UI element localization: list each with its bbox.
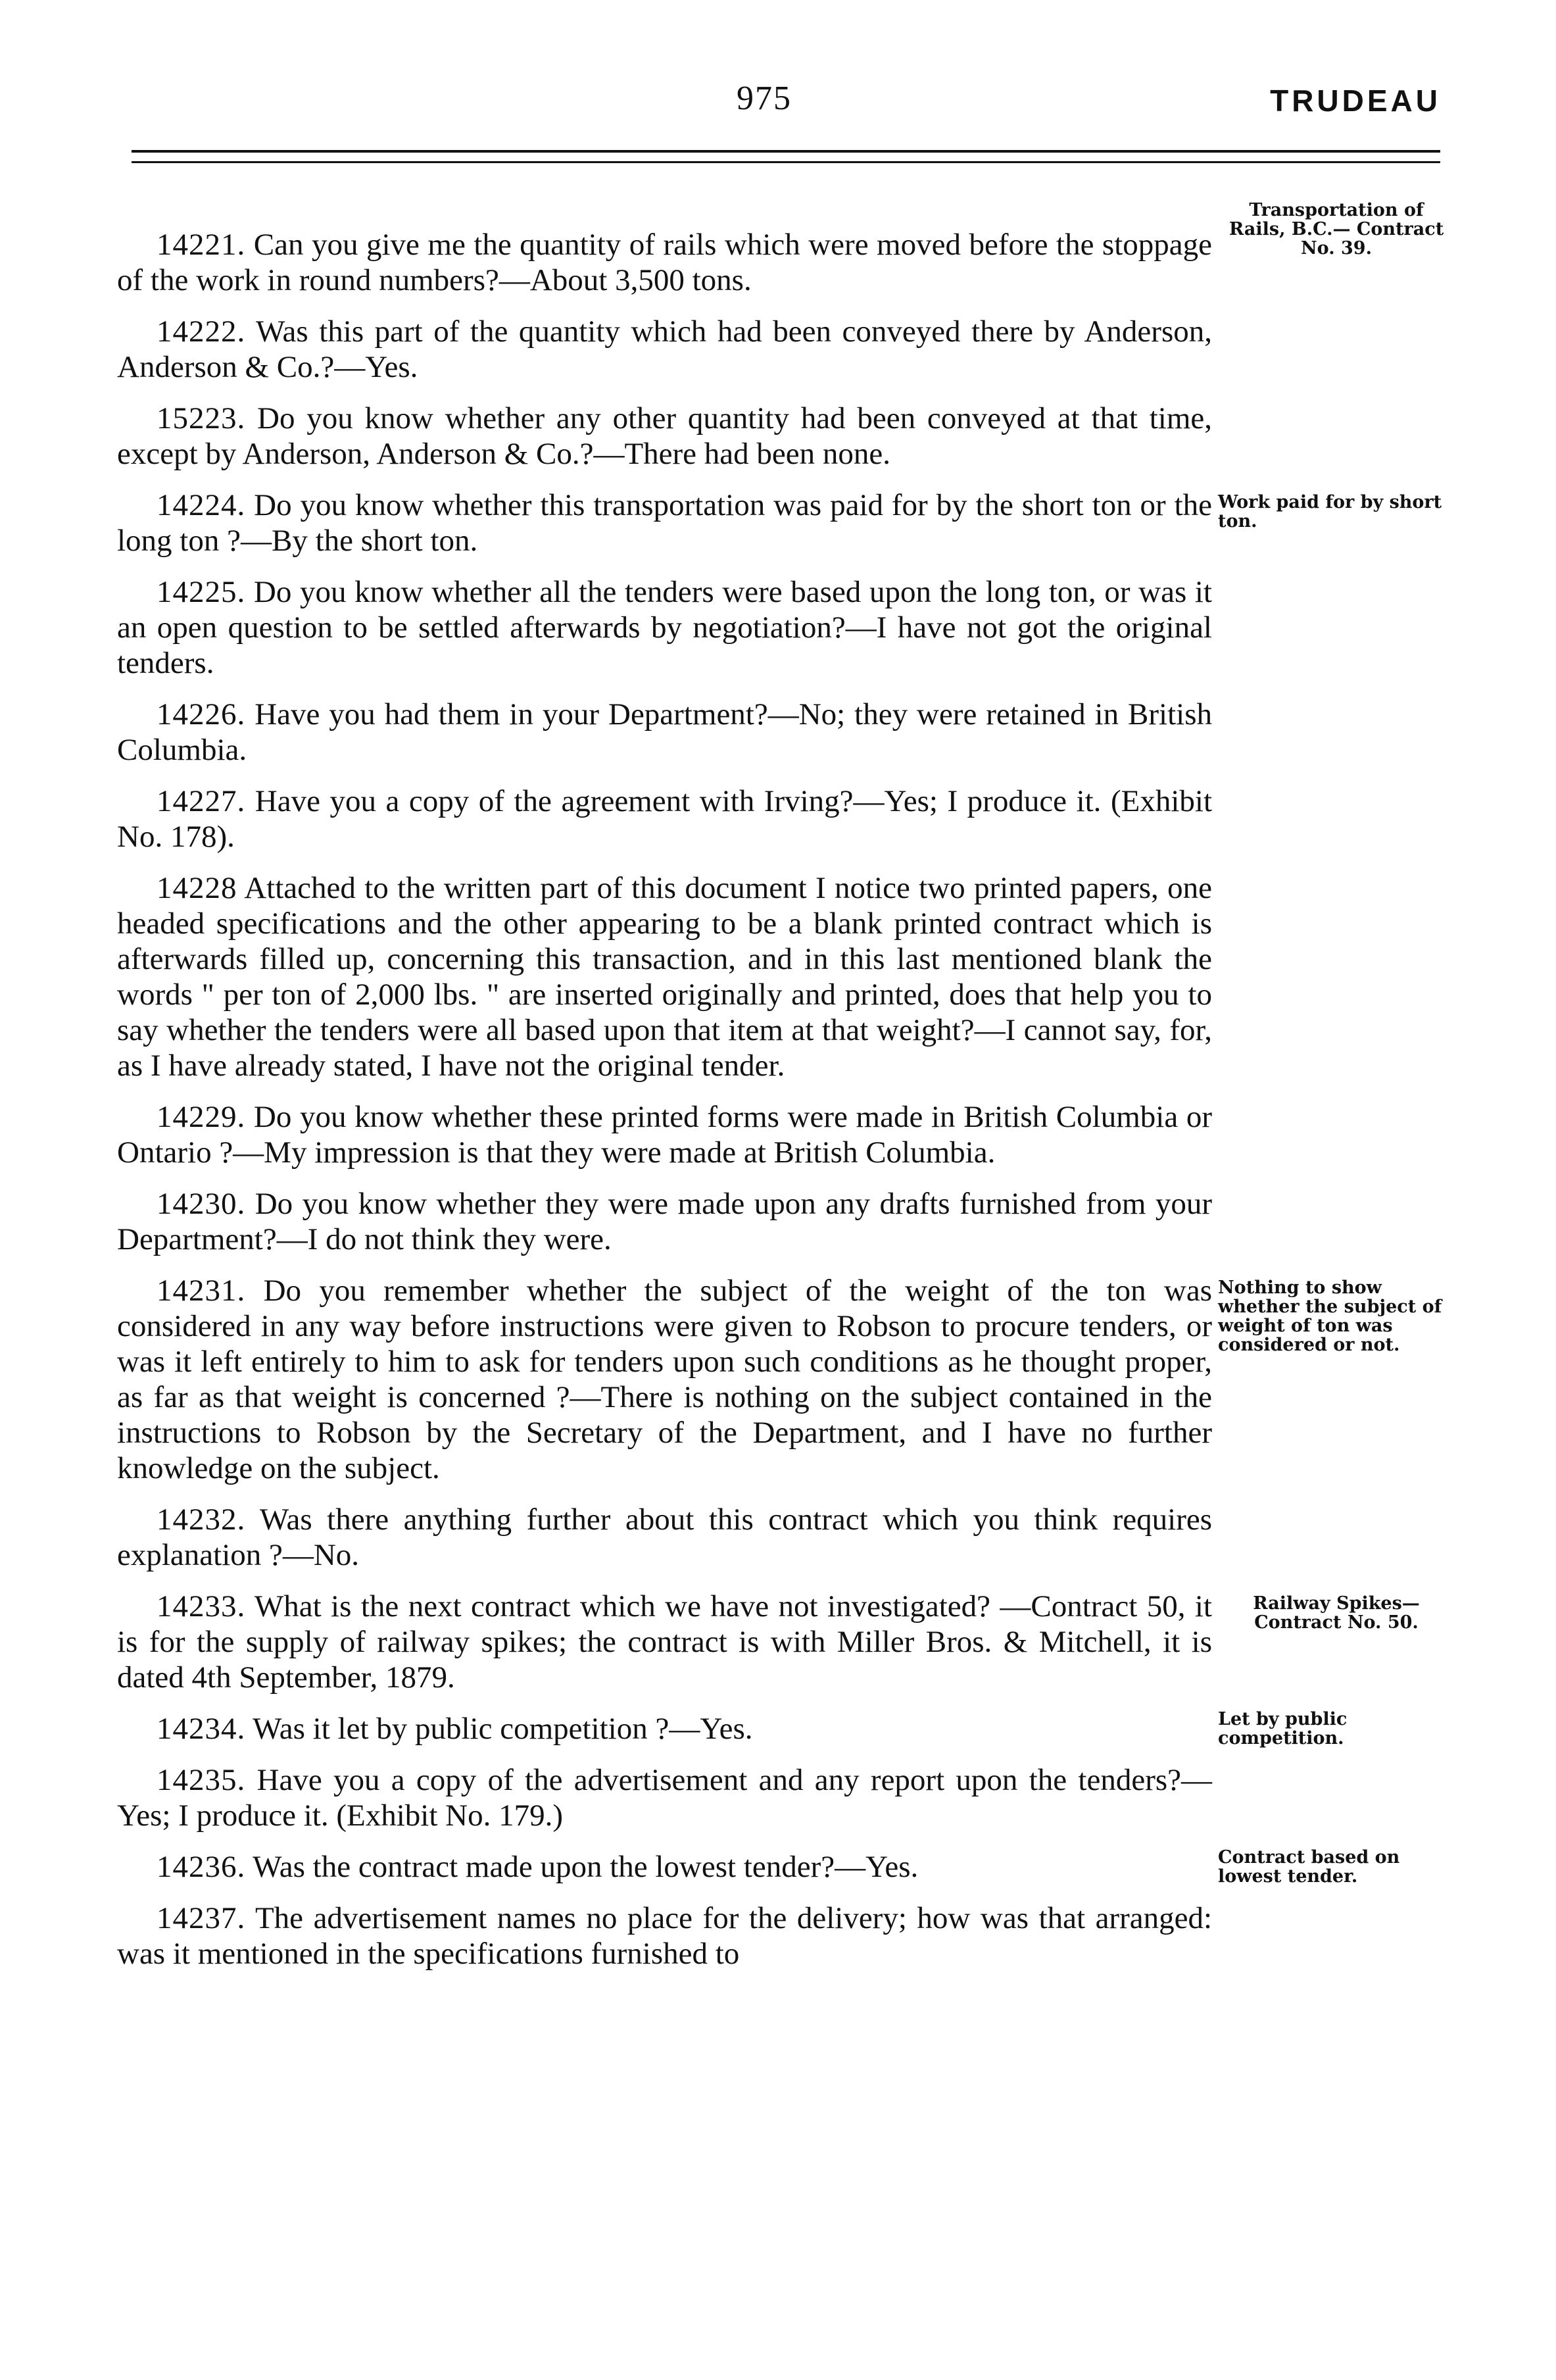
question-number: 14227. [157, 784, 246, 818]
body-text [117, 227, 1212, 1987]
question-paragraph [117, 1849, 1212, 1885]
question-paragraph [117, 227, 1212, 298]
question-text: Attached to the written part of this document I notice two printed papers, one headed specifications and the other appearing to be a blank printed contract which is afterwards filled up, concerning this transaction, and in this last mentioned blank the words " per ton of 2,000 lbs. " are inserted originally and printed, does that help you to say whether the tenders were all based upon that item at that weight?—I cannot say, for, as I have already stated, I have not the original tender. [117, 871, 1212, 1083]
question-paragraph [117, 487, 1212, 558]
question-number: 14234. [157, 1712, 246, 1746]
question-text: Was this part of the quantity which had been conveyed there by Anderson, Anderson & Co.?—Yes. [117, 314, 1212, 384]
question-text: Have you a copy of the agreement with Irving?—Yes; I produce it. (Exhibit No. 178). [117, 784, 1213, 854]
question-number: 15223. [157, 401, 246, 435]
question-paragraph [117, 1186, 1212, 1257]
question-paragraph [117, 574, 1212, 681]
question-number: 14232. [157, 1502, 246, 1537]
question-paragraph [117, 697, 1212, 768]
margin-note-weight-of-ton: Nothing to show whether the subject of weight of ton was considered or not. [1218, 1277, 1442, 1355]
question-text: Have you had them in your Department?—No; they were retained in British Columbia. [117, 697, 1213, 767]
margin-note-short-ton: Work paid for by short ton. [1218, 492, 1442, 532]
question-paragraph [117, 783, 1212, 855]
question-text: Was there anything further about this contract which you think requires explanation ?—No. [117, 1502, 1212, 1572]
question-number: 14233. [157, 1589, 246, 1624]
question-number: 14229. [157, 1100, 246, 1134]
question-number: 14235. [157, 1763, 246, 1797]
question-number: 14236. [157, 1850, 246, 1884]
question-paragraph [117, 1502, 1212, 1573]
margin-note-lowest-tender: Contract based on lowest tender. [1218, 1847, 1400, 1887]
question-text: Can you give me the quantity of rails which were moved before the stoppage of the work in round numbers?—About 3,500 tons. [117, 228, 1213, 297]
question-paragraph [117, 1900, 1212, 1971]
question-text: The advertisement names no place for the delivery; how was that arranged: was it mentioned in the specifications furnished to [117, 1901, 1213, 1971]
question-number: 14222. [157, 314, 246, 349]
question-number: 14230. [157, 1187, 246, 1221]
question-text: Do you remember whether the subject of the weight of the ton was considered in any way before instructions were given to Robson to procure tenders, or was it left entirely to him to ask for tenders upon such conditions as he thought proper, as far as that weight is concerned ?—There is nothing on the subject contained in the instructions to Robson by the Secretary of the Department, and I have no further knowledge on the subject. [117, 1274, 1213, 1485]
question-text: Do you know whether any other quantity had been conveyed at that time, except by Anderson, Anderson & Co.?—There had been none. [117, 401, 1213, 471]
page-number: 975 [737, 80, 792, 117]
question-paragraph [117, 401, 1212, 472]
question-paragraph [117, 1762, 1212, 1833]
question-paragraph [117, 1589, 1212, 1695]
question-text: Do you know whether this transportation was paid for by the short ton or the long ton ?—By the short ton. [117, 488, 1213, 558]
running-head: TRUDEAU [1270, 84, 1441, 118]
question-paragraph [117, 1711, 1212, 1747]
question-paragraph [117, 1099, 1212, 1170]
question-paragraph [117, 870, 1212, 1083]
question-number: 14237. [157, 1901, 246, 1935]
question-number: 14228 [157, 871, 237, 905]
question-number: 14221. [157, 228, 246, 262]
question-text: Was the contract made upon the lowest tender?—Yes. [253, 1850, 919, 1884]
question-number: 14224. [157, 488, 246, 522]
page-header [0, 79, 1556, 132]
question-number: 14225. [157, 575, 246, 609]
question-text: Was it let by public competition ?—Yes. [253, 1712, 753, 1746]
question-text: What is the next contract which we have not investigated? —Contract 50, it is for the supply of railway spikes; the contract is with Miller Bros. & Mitchell, it is dated 4th September, 1879. [117, 1589, 1212, 1695]
margin-note-railway-spikes: Railway Spikes— Contract No. 50. [1253, 1593, 1420, 1633]
question-text: Do you know whether all the tenders were based upon the long ton, or was it an open question to be settled afterwards by negotiation?—I have not got the original tenders. [117, 575, 1212, 680]
question-number: 14226. [157, 697, 246, 731]
question-text: Have you a copy of the advertisement and any report upon the tenders?—Yes; I produce it. (Exhibit No. 179.) [117, 1763, 1212, 1833]
question-paragraph [117, 314, 1212, 385]
header-rule [132, 150, 1440, 153]
margin-note-public-competition: Let by public competition. [1218, 1709, 1348, 1748]
question-paragraph [117, 1273, 1212, 1486]
question-text: Do you know whether these printed forms were made in British Columbia or Ontario ?—My impression is that they were made at British Columbia. [117, 1100, 1212, 1170]
question-number: 14231. [157, 1274, 246, 1308]
margin-note-transportation: Transportation of Rails, B.C.— Contract No. 39. [1228, 200, 1444, 259]
header-rule-thin [132, 161, 1440, 163]
question-text: Do you know whether they were made upon any drafts furnished from your Department?—I do not think they were. [117, 1187, 1212, 1256]
